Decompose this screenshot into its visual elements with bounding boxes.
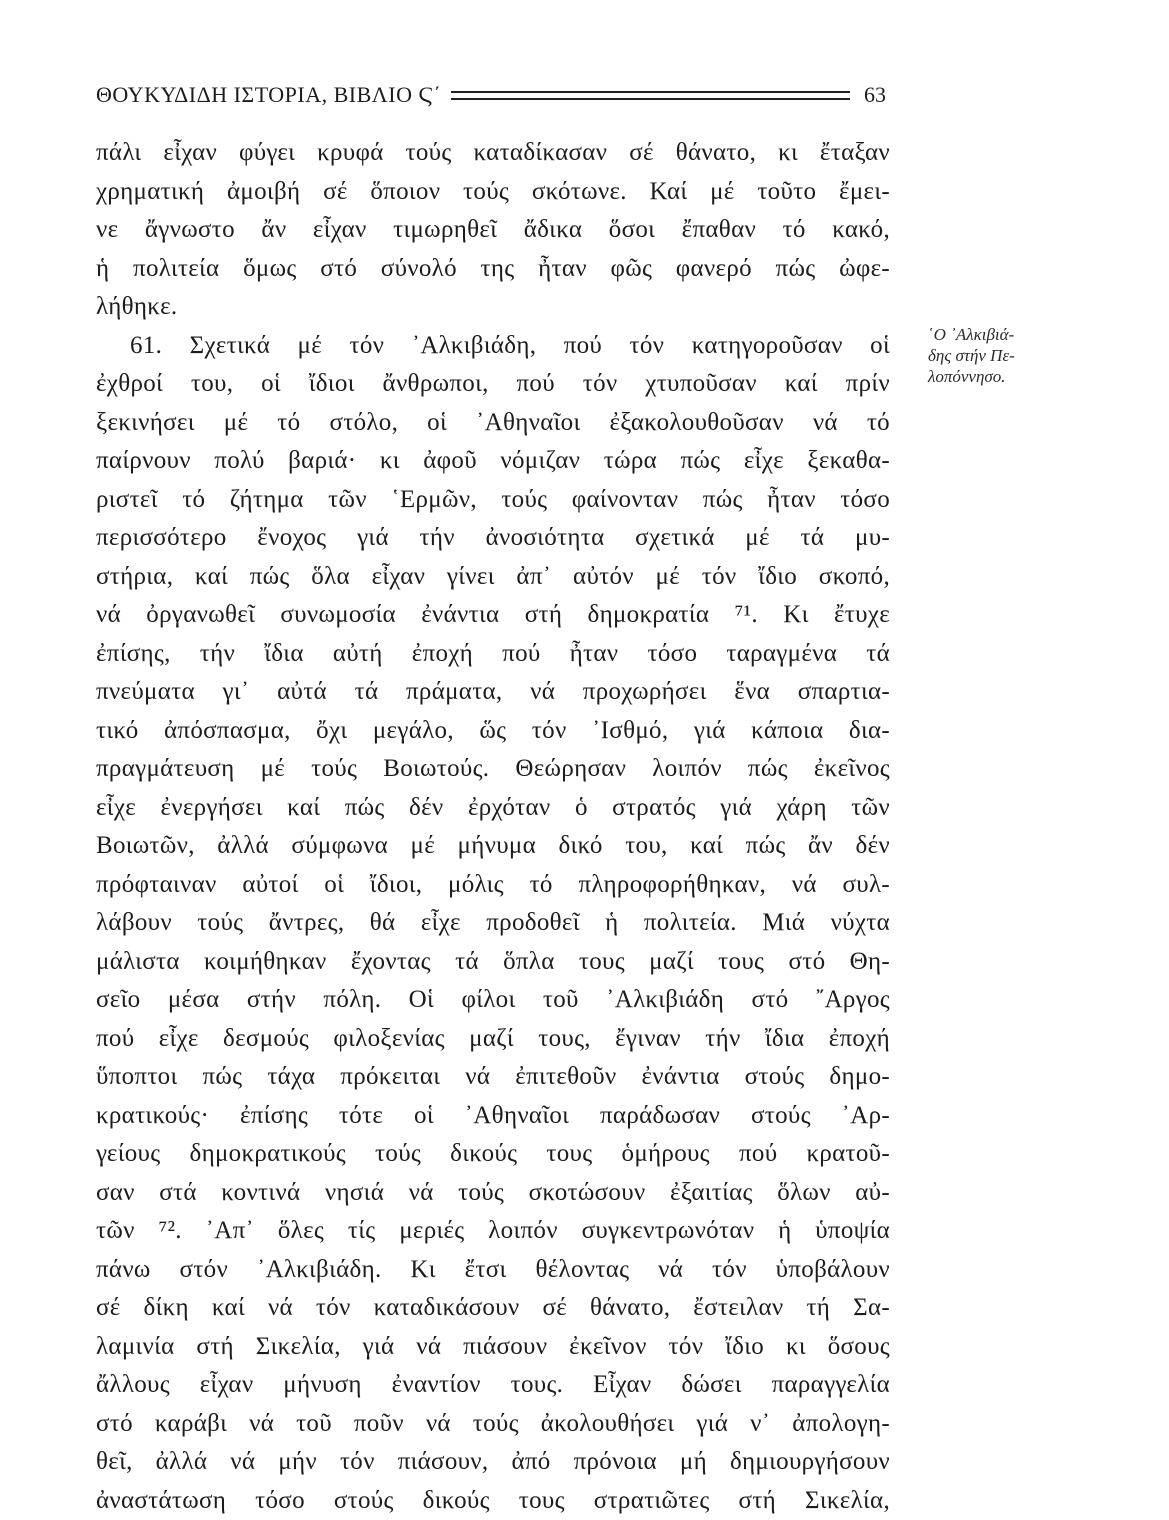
text-line: ὕποπτοι πώς τάχα πρόκειται νά ἐπιτεθοῦν ἐνάντια στούς δημο- <box>96 1058 890 1097</box>
margin-note-line: λοπόννησο. <box>928 366 1078 387</box>
page-number: 63 <box>864 82 886 108</box>
text-line: ἐπίσης, τήν ἴδια αὐτή ἐποχή πού ἦταν τόσο ταραγμένα τά <box>96 635 890 674</box>
text-line: πού εἶχε δεσμούς φιλοξενίας μαζί τους, ἔγιναν τήν ἴδια ἐποχή <box>96 1020 890 1059</box>
text-line: σαν στά κοντινά νησιά νά τούς σκοτώσουν ἐξαιτίας ὅλων αὐ- <box>96 1174 890 1213</box>
text-line: νά ὀργανωθεῖ συνωμοσία ἐνάντια στή δημοκρατία ⁷¹. Κι ἔτυχε <box>96 596 890 635</box>
text-line: στό καράβι νά τοῦ ποῦν νά τούς ἀκολουθήσει γιά ν᾿ ἀπολογη- <box>96 1405 890 1444</box>
text-line: λαμινία στή Σικελία, γιά νά πιάσουν ἐκεῖνον τόν ἴδιο κι ὅσους <box>96 1328 890 1367</box>
text-line: μάλιστα κοιμήθηκαν ἔχοντας τά ὅπλα τους μαζί τους στό Θη- <box>96 943 890 982</box>
text-line: γείους δημοκρατικούς τούς δικούς τους ὁμήρους πού κρατοῦ- <box>96 1135 890 1174</box>
margin-note-line: δης στήν Πε- <box>928 345 1078 366</box>
running-head <box>96 80 886 110</box>
text-line: σέ δίκη καί νά τόν καταδικάσουν σέ θάνατο, ἔστειλαν τή Σα- <box>96 1289 890 1328</box>
text-line: λήθηκε. <box>96 288 890 327</box>
text-line: ἀναστάτωση τόσο στούς δικούς τους στρατιῶτες στή Σικελία, <box>96 1482 890 1520</box>
running-head-double-rule <box>451 91 850 100</box>
text-line: ἐχθροί του, οἱ ἴδιοι ἄνθρωποι, πού τόν χτυποῦσαν καί πρίν <box>96 365 890 404</box>
margin-note <box>928 324 1078 387</box>
text-line: ἄλλους εἶχαν μήνυση ἐναντίον τους. Εἶχαν δώσει παραγγελία <box>96 1366 890 1405</box>
text-line: εἶχε ἐνεργήσει καί πώς δέν ἐρχόταν ὁ στρατός γιά χάρη τῶν <box>96 789 890 828</box>
margin-note-line: ῾Ο ᾿Αλκιβιά- <box>928 324 1078 345</box>
running-head-title: ΘΟΥΚΥΔΙΔΗ ΙΣΤΟΡΙΑ, ΒΙΒΛΙΟ Ϛ΄ <box>96 82 441 108</box>
text-line: ἡ πολιτεία ὅμως στό σύνολό της ἦταν φῶς φανερό πώς ὠφε- <box>96 250 890 289</box>
text-line: τῶν ⁷². ᾿Απ᾿ ὅλες τίς μεριές λοιπόν συγκεντρωνόταν ἡ ὑποψία <box>96 1212 890 1251</box>
text-line: πνεύματα γι᾿ αὐτά τά πράματα, νά προχωρήσει ἕνα σπαρτια- <box>96 673 890 712</box>
text-line: ξεκινήσει μέ τό στόλο, οἱ ᾿Αθηναῖοι ἐξακολουθοῦσαν νά τό <box>96 404 890 443</box>
text-line: νε ἄγνωστο ἄν εἶχαν τιμωρηθεῖ ἄδικα ὅσοι ἔπαθαν τό κακό, <box>96 211 890 250</box>
text-line: περισσότερο ἔνοχος γιά τήν ἀνοσιότητα σχετικά μέ τά μυ- <box>96 519 890 558</box>
text-line: λάβουν τούς ἄντρες, θά εἶχε προδοθεῖ ἡ πολιτεία. Μιά νύχτα <box>96 904 890 943</box>
text-line: 61. Σχετικά μέ τόν ᾿Αλκιβιάδη, πού τόν κατηγοροῦσαν οἱ <box>96 327 890 366</box>
text-line: χρηματική ἀμοιβή σέ ὅποιον τούς σκότωνε. Καί μέ τοῦτο ἔμει- <box>96 173 890 212</box>
text-line: στήρια, καί πώς ὅλα εἶχαν γίνει ἀπ᾿ αὐτόν μέ τόν ἴδιο σκοπό, <box>96 558 890 597</box>
text-line: τικό ἀπόσπασμα, ὄχι μεγάλο, ὥς τόν ᾿Ισθμό, γιά κάποια δια- <box>96 712 890 751</box>
text-line: παίρνουν πολύ βαριά· κι ἀφοῦ νόμιζαν τώρα πώς εἶχε ξεκαθα- <box>96 442 890 481</box>
text-line: Βοιωτῶν, ἀλλά σύμφωνα μέ μήνυμα δικό του, καί πώς ἄν δέν <box>96 827 890 866</box>
text-line: σεῖο μέσα στήν πόλη. Οἱ φίλοι τοῦ ᾿Αλκιβιάδη στό ῎Αργος <box>96 981 890 1020</box>
text-line: θεῖ, ἀλλά νά μήν τόν πιάσουν, ἀπό πρόνοια μή δημιουργήσουν <box>96 1443 890 1482</box>
text-line: κρατικούς· ἐπίσης τότε οἱ ᾿Αθηναῖοι παράδωσαν στούς ᾿Αρ- <box>96 1097 890 1136</box>
text-line: πραγμάτευση μέ τούς Βοιωτούς. Θεώρησαν λοιπόν πώς ἐκεῖνος <box>96 750 890 789</box>
body-text <box>96 134 890 1520</box>
text-line: πάλι εἶχαν φύγει κρυφά τούς καταδίκασαν σέ θάνατο, κι ἔταξαν <box>96 134 890 173</box>
text-line: πάνω στόν ᾿Αλκιβιάδη. Κι ἔτσι θέλοντας νά τόν ὑποβάλουν <box>96 1251 890 1290</box>
text-line: πρόφταιναν αὐτοί οἱ ἴδιοι, μόλις τό πληροφορήθηκαν, νά συλ- <box>96 866 890 905</box>
text-line: ριστεῖ τό ζήτημα τῶν ῾Ερμῶν, τούς φαίνονταν πώς ἦταν τόσο <box>96 481 890 520</box>
